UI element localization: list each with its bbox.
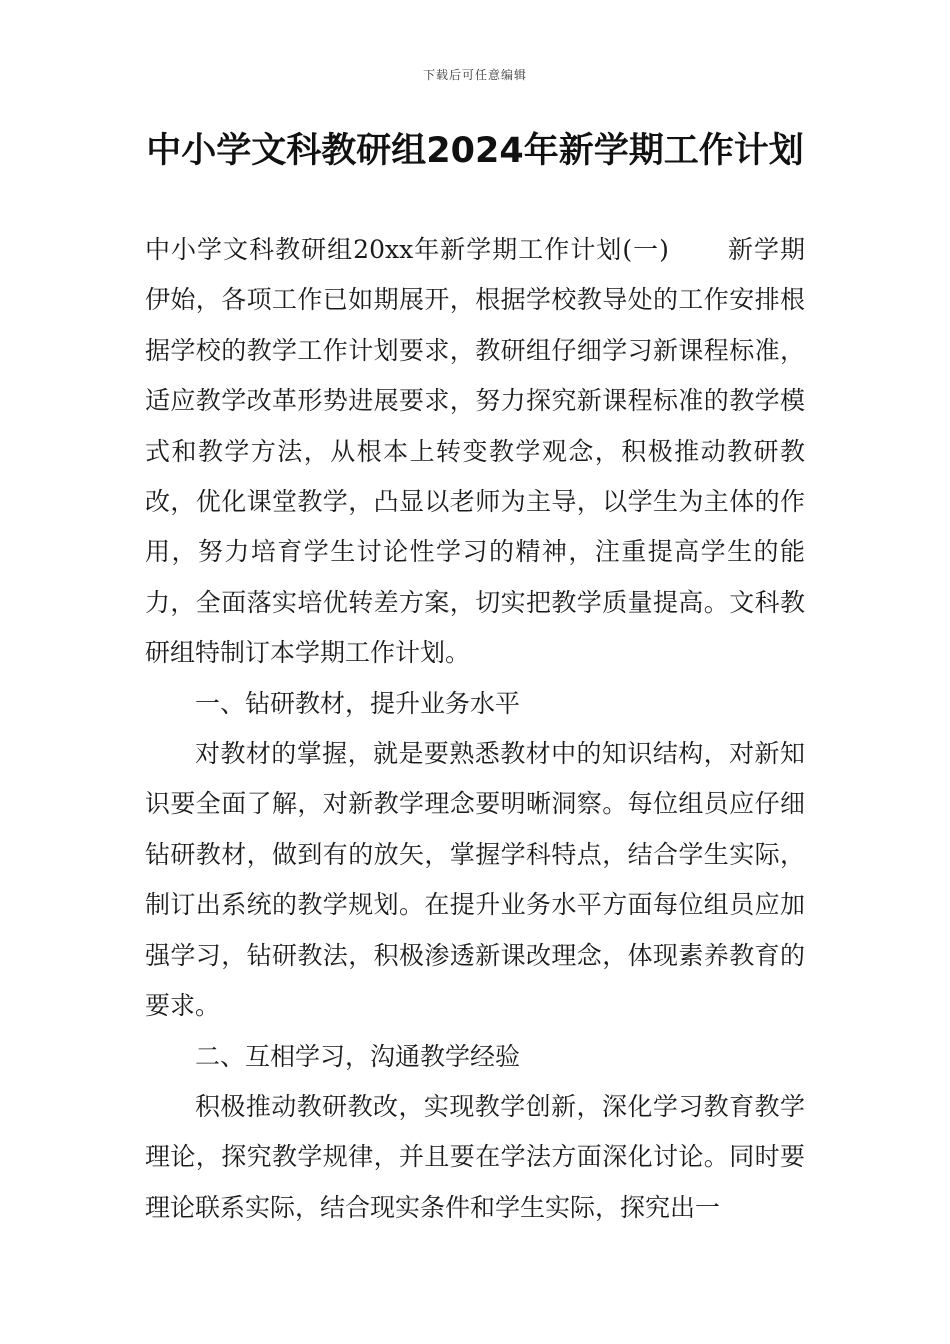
intro-paragraph bbox=[145, 225, 805, 679]
intro-lead: 中小学文科教研组20xx年新学期工作计划(一) bbox=[145, 235, 669, 264]
intro-text: 新学期伊始，各项工作已如期展开，根据学校教导处的工作安排根据学校的教学工作计划要求，教研组仔细学习新课程标准，适应教学改革形势进展要求，努力探究新课程标准的教学模式和教学方法，从根本上转变教学观念，积极推动教研教改，优化课堂教学，凸显以老师为主导，以学生为主体的作用，努力培育学生讨论性学习的精神，注重提高学生的能力，全面落实培优转差方案，切实把教学质量提高。文科教研组特制订本学期工作计划。 bbox=[145, 235, 805, 668]
section-heading-1: 一、钻研教材，提升业务水平 bbox=[195, 688, 521, 718]
section-paragraph-2: 积极推动教研教改，实现教学创新，深化学习教育教学理论，探究教学规律，并且要在学法方面深化讨论。同时要理论联系实际，结合现实条件和学生实际，探究出一 bbox=[145, 1091, 805, 1222]
section-heading-2: 二、互相学习，沟通教学经验 bbox=[195, 1041, 521, 1071]
document-title: 中小学文科教研组2024年新学期工作计划 bbox=[146, 131, 804, 171]
header-note: 下载后可任意编辑 bbox=[422, 68, 527, 82]
section-paragraph-1: 对教材的掌握，就是要熟悉教材中的知识结构，对新知识要全面了解，对新教学理念要明晰洞察。每位组员应仔细钻研教材，做到有的放矢，掌握学科特点，结合学生实际，制订出系统的教学规划。在提升业务水平方面每位组员应加强学习，钻研教法，积极渗透新课改理念，体现素养教育的要求。 bbox=[145, 739, 805, 1021]
document-body bbox=[145, 225, 805, 1233]
